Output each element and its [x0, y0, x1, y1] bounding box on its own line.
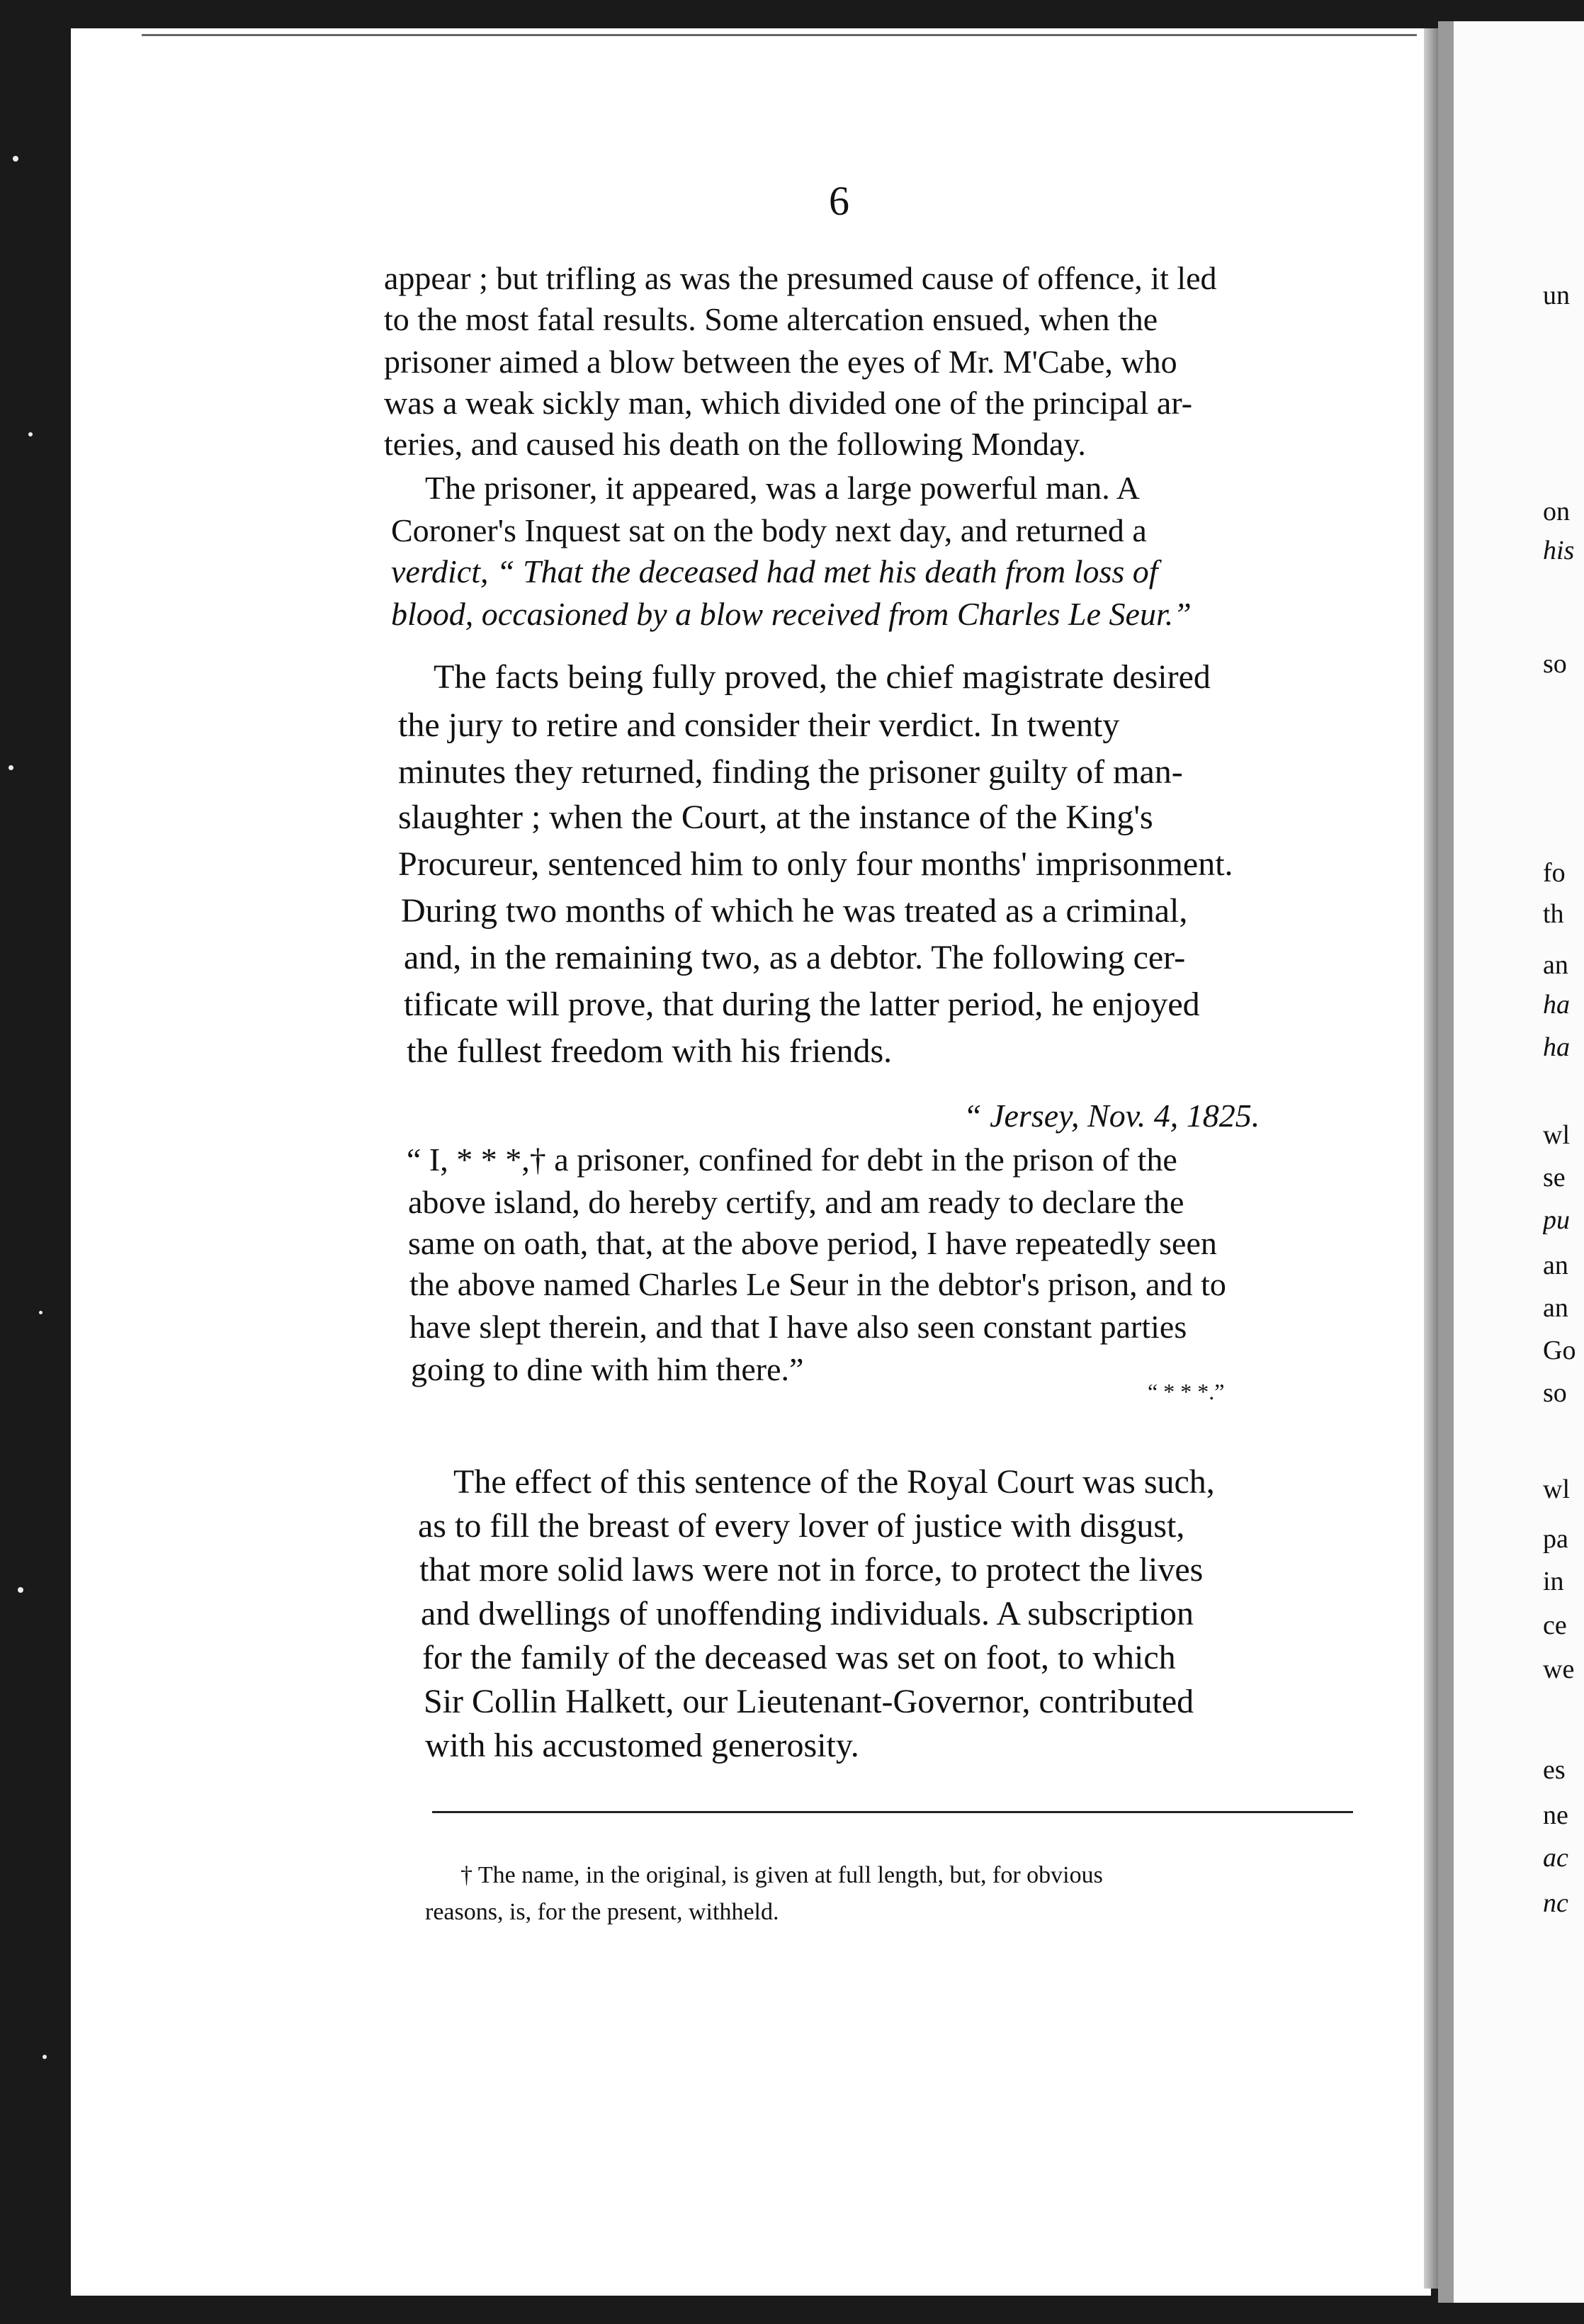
- facing-page-fragment: an: [1543, 950, 1568, 980]
- text-line: teries, and caused his death on the following Monday.: [384, 426, 1086, 462]
- text-line: going to dine with him there.”: [411, 1351, 804, 1387]
- facing-page-fragment: pu: [1543, 1205, 1570, 1235]
- page-number: 6: [829, 178, 849, 224]
- text-line: same on oath, that, at the above period, I have repeatedly seen: [408, 1225, 1217, 1261]
- text-line: appear ; but trifling as was the presumed cause of offence, it led: [384, 260, 1217, 296]
- facing-page-fragment: es: [1543, 1755, 1566, 1785]
- facing-page-fragment: un: [1543, 281, 1570, 310]
- text-line: was a weak sickly man, which divided one of the principal ar-: [384, 385, 1193, 421]
- text-line: with his accustomed generosity.: [425, 1727, 859, 1764]
- facing-page-fragment: his: [1543, 536, 1575, 565]
- text-line: verdict, “ That the deceased had met his death from loss of: [391, 553, 1158, 590]
- text-line: “ I, * * *,† a prisoner, confined for debt in the prison of the: [407, 1141, 1177, 1178]
- text-line: slaughter ; when the Court, at the instance of the King's: [398, 799, 1153, 836]
- scan-speck: [43, 2055, 47, 2059]
- facing-page-fragment: so: [1543, 1378, 1567, 1408]
- footnote-rule: [432, 1811, 1353, 1813]
- scan-speck: [18, 1587, 23, 1593]
- facing-page-fragment: ce: [1543, 1611, 1567, 1640]
- text-line: the fullest freedom with his friends.: [407, 1032, 893, 1070]
- scan-speck: [13, 156, 18, 162]
- facing-page-fragment: wl: [1543, 1474, 1570, 1504]
- text-line: Sir Collin Halkett, our Lieutenant-Governor, contributed: [424, 1683, 1194, 1720]
- facing-page-fragment: pa: [1543, 1524, 1568, 1554]
- text-line: Coroner's Inquest sat on the body next day, and returned a: [391, 512, 1147, 548]
- page-top-edge: [142, 34, 1417, 36]
- text-line: have slept therein, and that I have also seen constant parties: [409, 1309, 1187, 1345]
- text-line: to the most fatal results. Some altercation ensued, when the: [384, 301, 1158, 337]
- text-line: the jury to retire and consider their verdict. In twenty: [398, 706, 1120, 744]
- text-line: as to fill the breast of every lover of justice with disgust,: [418, 1507, 1185, 1545]
- text-line: tificate will prove, that during the latter period, he enjoyed: [404, 986, 1200, 1023]
- facing-page-fragment: Go: [1543, 1336, 1576, 1365]
- facing-page-fragment: th: [1543, 899, 1564, 929]
- text-line: The facts being fully proved, the chief magistrate desired: [434, 658, 1211, 696]
- text-line: and dwellings of unoffending individuals. A subscription: [421, 1595, 1194, 1632]
- facing-page-fragment: ha: [1543, 1032, 1570, 1062]
- facing-page-fragment: in: [1543, 1567, 1564, 1596]
- page-gutter-shadow: [1424, 28, 1439, 2289]
- text-line: The prisoner, it appeared, was a large powerful man. A: [425, 470, 1140, 506]
- footnote-line: reasons, is, for the present, withheld.: [425, 1899, 779, 1925]
- scan-speck: [9, 765, 13, 770]
- text-line: Procureur, sentenced him to only four months' imprisonment.: [398, 845, 1233, 883]
- text-line: prisoner aimed a blow between the eyes of Mr. M'Cabe, who: [384, 344, 1177, 380]
- facing-page-fragment: so: [1543, 649, 1567, 679]
- facing-page-fragment: wl: [1543, 1120, 1570, 1150]
- facing-page-fragment: an: [1543, 1251, 1568, 1280]
- scan-speck: [28, 432, 33, 436]
- facing-page-fragment: ha: [1543, 990, 1570, 1020]
- text-line: The effect of this sentence of the Royal Court was such,: [453, 1463, 1215, 1501]
- facing-page-fragment: nc: [1543, 1888, 1568, 1918]
- facing-page-fragment: fo: [1543, 858, 1566, 888]
- facing-page-fragment: an: [1543, 1293, 1568, 1323]
- dateline: “ Jersey, Nov. 4, 1825.: [963, 1098, 1260, 1134]
- facing-page-fragment: se: [1543, 1163, 1566, 1192]
- text-line: above island, do hereby certify, and am ready to declare the: [408, 1184, 1184, 1220]
- text-line: the above named Charles Le Seur in the debtor's prison, and to: [409, 1266, 1226, 1302]
- facing-page-fragment: ac: [1543, 1843, 1568, 1873]
- footnote-line: † The name, in the original, is given at full length, but, for obvious: [460, 1862, 1103, 1888]
- text-line: blood, occasioned by a blow received from Charles Le Seur.”: [391, 596, 1192, 632]
- text-line: that more solid laws were not in force, to protect the lives: [419, 1551, 1204, 1589]
- scan-speck: [39, 1311, 43, 1314]
- facing-page-fragment: on: [1543, 497, 1570, 526]
- facing-page-fragment: we: [1543, 1654, 1575, 1684]
- signature-asterisks: “ * * *.”: [1148, 1379, 1225, 1404]
- text-line: During two months of which he was treated as a criminal,: [401, 892, 1188, 930]
- text-line: and, in the remaining two, as a debtor. The following cer-: [404, 939, 1186, 976]
- text-line: for the family of the deceased was set on foot, to which: [422, 1639, 1176, 1676]
- facing-page-fragment: ne: [1543, 1800, 1568, 1830]
- text-line: minutes they returned, finding the prisoner guilty of man-: [398, 753, 1183, 791]
